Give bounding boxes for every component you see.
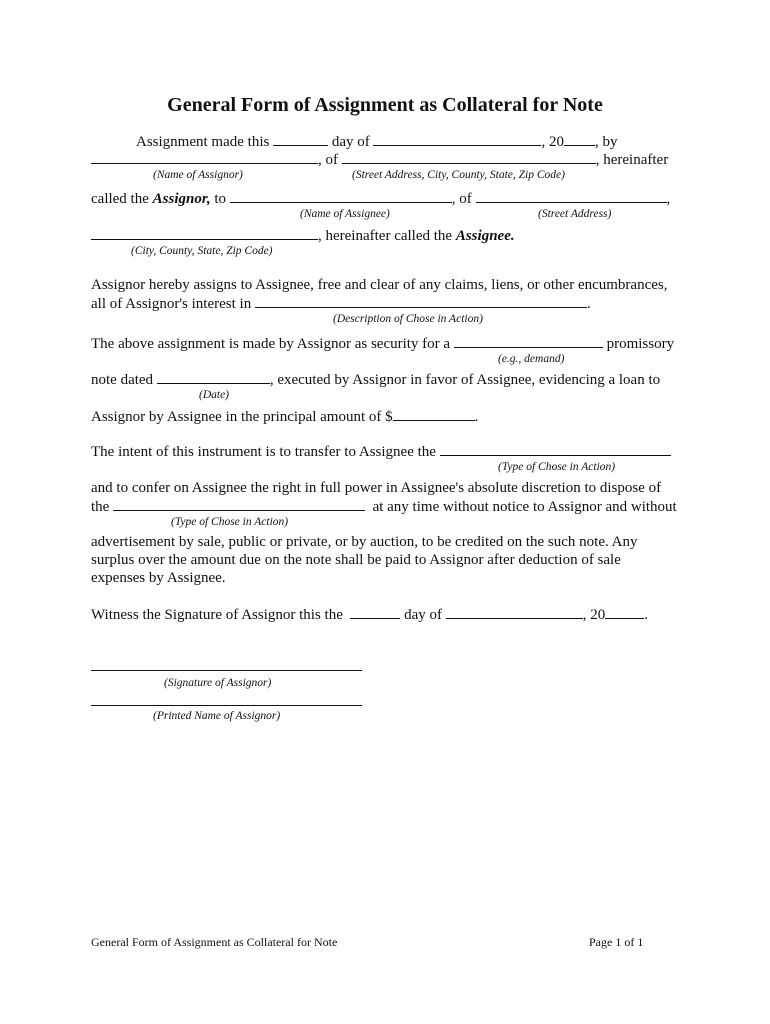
text-line: and to confer on Assignee the right in full power in Assignee's absolute discretion to dispose of (91, 480, 662, 496)
text-line: , hereinafter called the Assignee. (91, 226, 515, 245)
text-line: Witness the Signature of Assignor this the day of , 20 . (91, 607, 649, 623)
text-line: The intent of this instrument is to transfer to Assignee the (91, 442, 671, 461)
day-field[interactable] (273, 132, 328, 146)
text-line: expenses by Assignee. (91, 570, 226, 586)
witness-month-field[interactable] (446, 605, 583, 619)
caption: (e.g., demand) (498, 353, 565, 365)
text-line: Assignment made this day of , 20 , by (136, 134, 618, 150)
caption: (Signature of Assignor) (164, 677, 272, 689)
caption: (Date) (199, 389, 230, 401)
assignee-street-field[interactable] (476, 189, 667, 203)
text-line: note dated , executed by Assignor in favor of Assignee, evidencing a loan to (91, 372, 661, 388)
text-line: Assignor by Assignee in the principal amount of $ . (91, 409, 479, 425)
assignee-name-field[interactable] (230, 189, 452, 203)
text-line: the at any time without notice to Assignor and without (91, 499, 677, 515)
year-field[interactable] (564, 132, 595, 146)
caption: (Street Address, City, County, State, Zip Code) (352, 169, 565, 181)
witness-year-field[interactable] (605, 605, 644, 619)
text-line: called the Assignor, to , of , (91, 191, 671, 207)
caption: (Type of Chose in Action) (498, 461, 616, 473)
text-line: surplus over the amount due on the note shall be paid to Assignor after deduction of sale (91, 552, 621, 568)
assignor-name-field[interactable] (91, 150, 318, 164)
note-type-field[interactable] (454, 334, 603, 348)
assignor-address-field[interactable] (342, 150, 596, 164)
caption: (Type of Chose in Action) (171, 516, 289, 528)
text-line: advertisement by sale, public or private, or by auction, to be credited on the such note. Any (91, 534, 638, 550)
assignee-city-field[interactable] (91, 226, 318, 240)
chose-type-field-2[interactable] (113, 497, 365, 511)
month-field[interactable] (373, 132, 541, 146)
text-line: Assignor hereby assigns to Assignee, free and clear of any claims, liens, or other encumbrances, (91, 277, 668, 293)
note-date-field[interactable] (157, 370, 270, 384)
document-title: General Form of Assignment as Collateral for Note (167, 94, 603, 116)
signature-line[interactable] (91, 670, 362, 671)
chose-type-field[interactable] (440, 442, 671, 456)
amount-field[interactable] (393, 407, 475, 421)
text-line: The above assignment is made by Assignor as security for a promissory (91, 336, 675, 352)
caption: (City, County, State, Zip Code) (131, 245, 273, 257)
caption: (Printed Name of Assignor) (153, 710, 281, 722)
caption: (Name of Assignor) (153, 169, 243, 181)
witness-day-field[interactable] (350, 605, 400, 619)
caption: (Name of Assignee) (300, 208, 390, 220)
caption: (Street Address) (538, 208, 612, 220)
text-line: , of , hereinafter (91, 150, 668, 169)
caption: (Description of Chose in Action) (333, 313, 483, 325)
chose-description-field[interactable] (255, 294, 587, 308)
printed-name-line[interactable] (91, 705, 362, 706)
page-number: Page 1 of 1 (589, 935, 644, 949)
footer-title: General Form of Assignment as Collateral for Note (91, 935, 338, 949)
text-line: all of Assignor's interest in . (91, 296, 591, 312)
